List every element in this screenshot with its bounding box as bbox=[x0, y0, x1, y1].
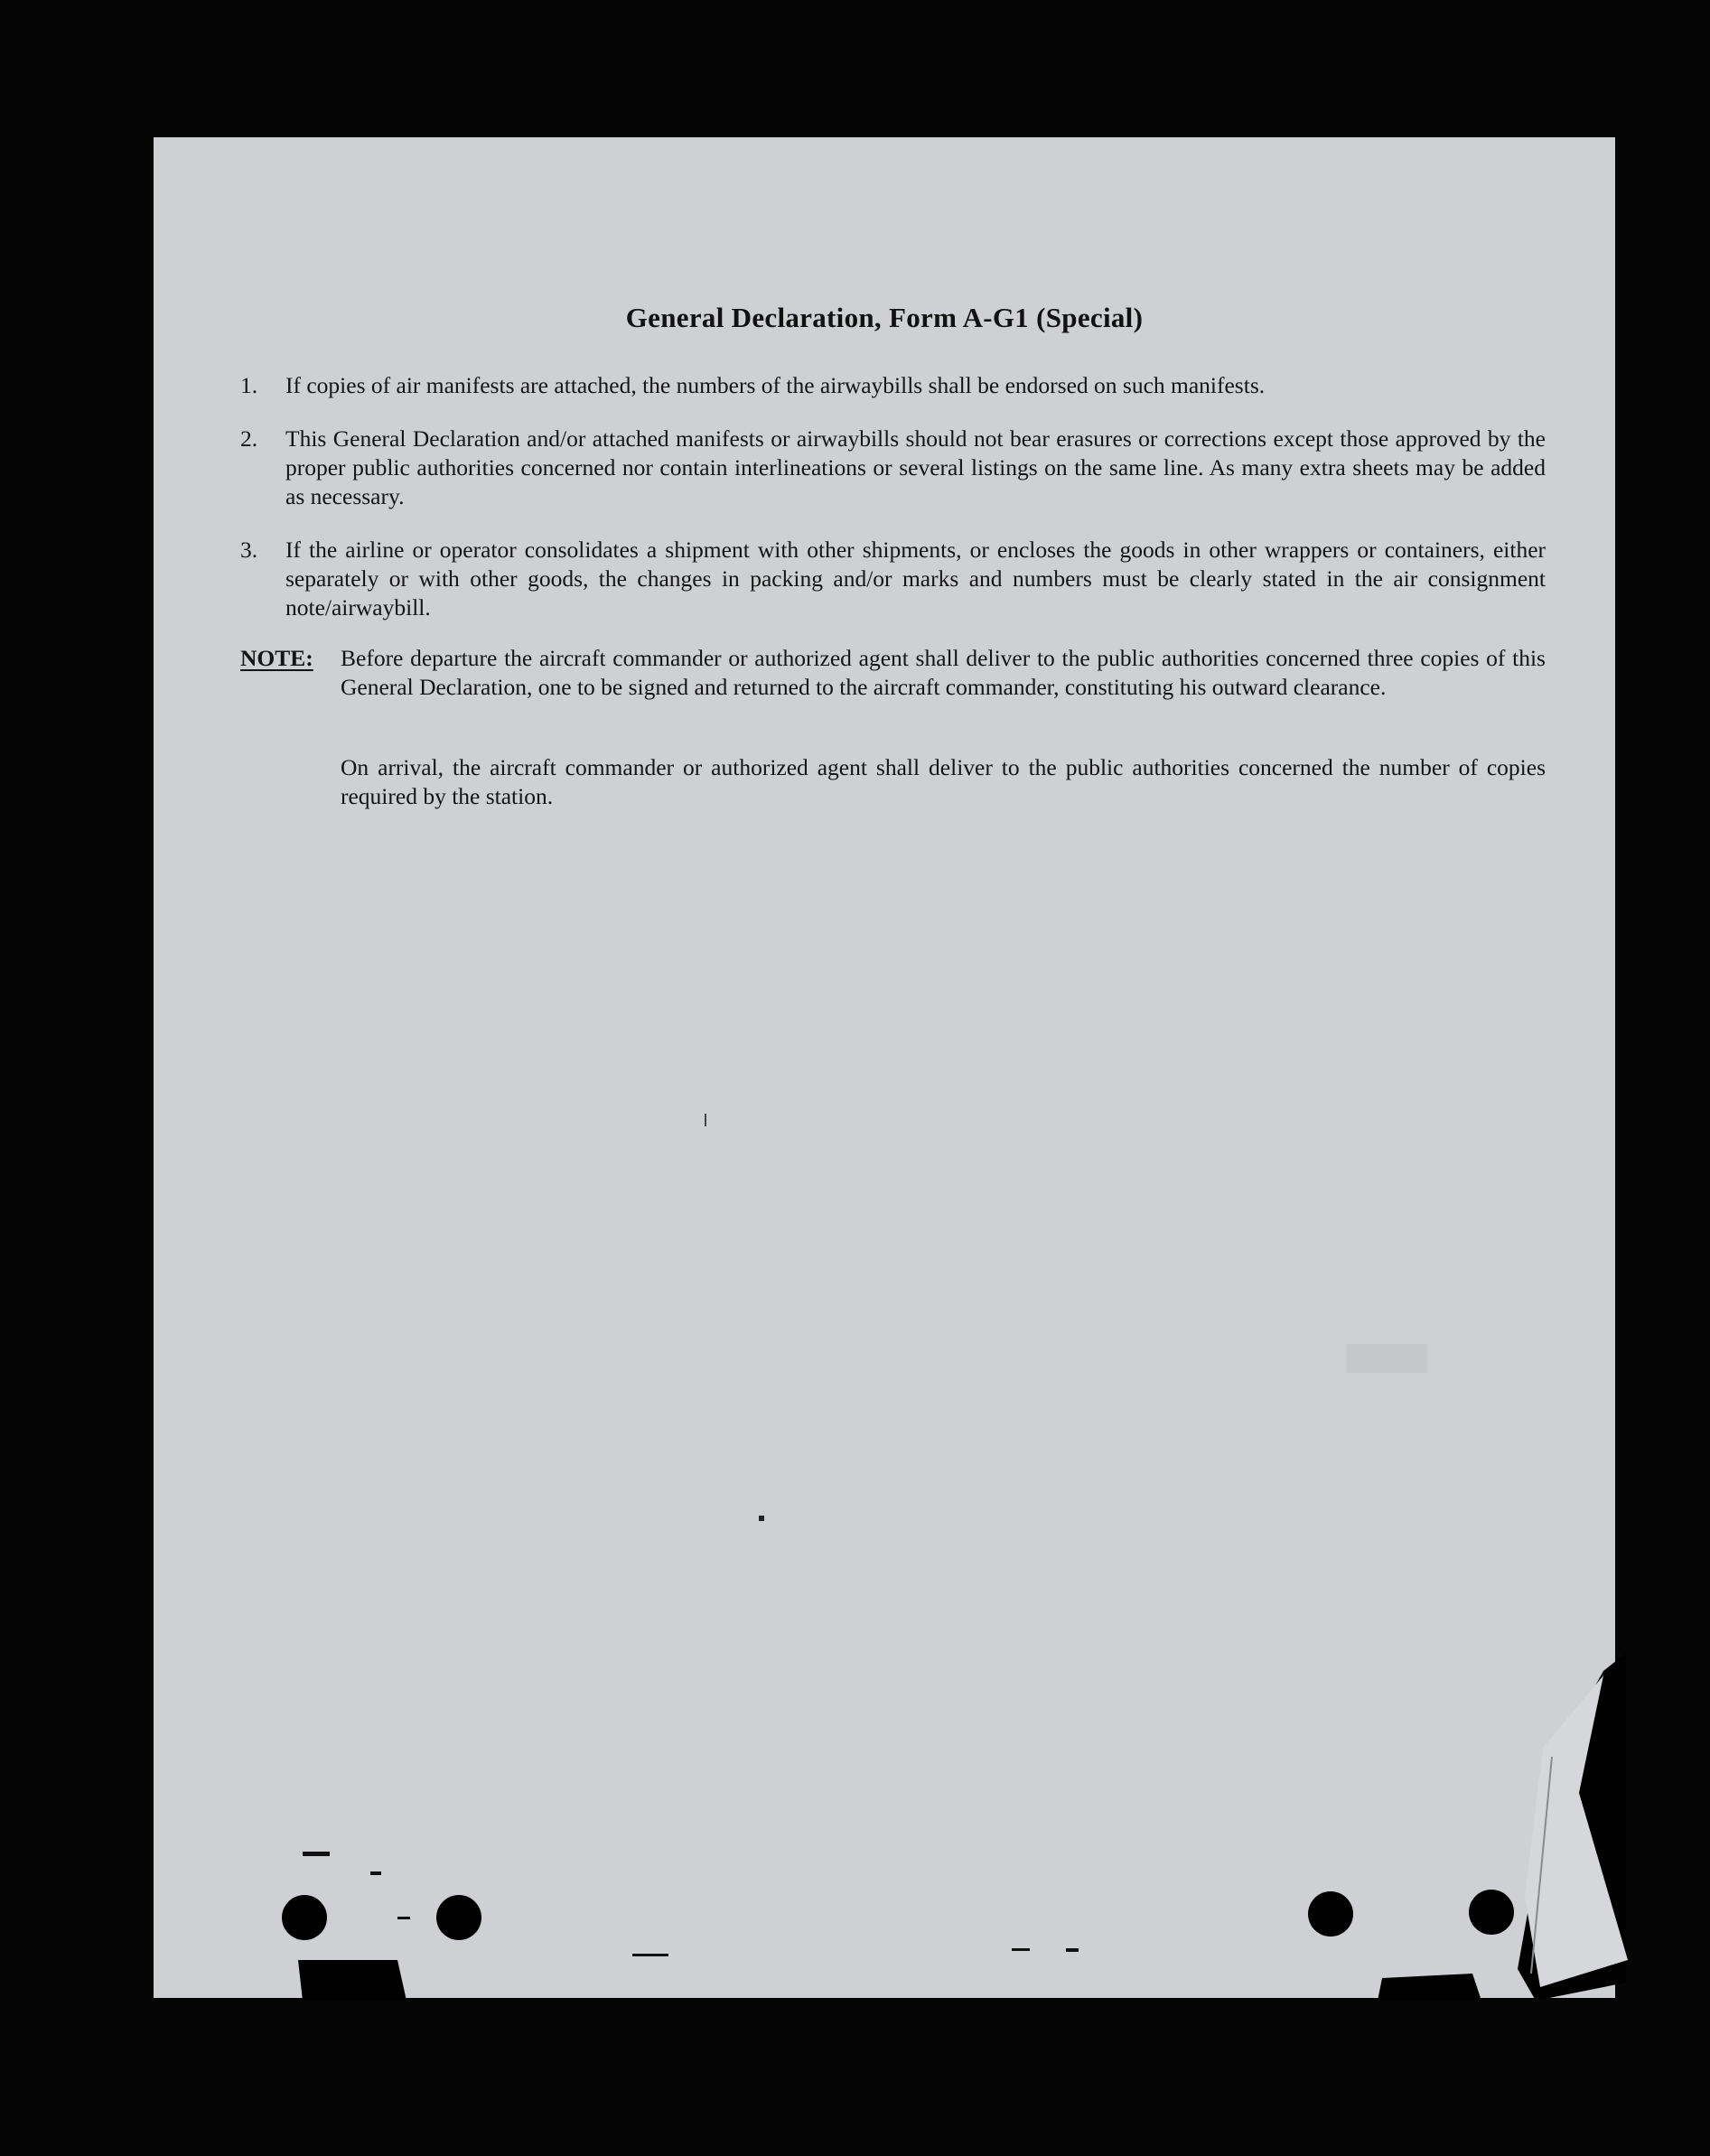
document-title: General Declaration, Form A-G1 (Special) bbox=[625, 302, 1144, 333]
note-block bbox=[240, 644, 1546, 702]
item-number: 2. bbox=[240, 425, 258, 452]
punch-hole bbox=[436, 1895, 481, 1940]
instruction-item-3 bbox=[240, 536, 1546, 622]
punch-hole bbox=[1308, 1891, 1353, 1937]
item-number: 3. bbox=[240, 537, 258, 563]
item-text: This General Declaration and/or attached manifests or airwaybills should not bear erasures or corrections except those approved by the proper public authorities concerned nor contain interlineations or several listings on the same line. As many extra sheets may be added as necessary. bbox=[285, 425, 1546, 509]
note-paragraph-2: On arrival, the aircraft commander or authorized agent shall deliver to the public authorities concerned the number of copies required by the station. bbox=[341, 754, 1546, 809]
item-number: 1. bbox=[240, 372, 258, 398]
note-label: NOTE: bbox=[240, 645, 313, 671]
instruction-item-1 bbox=[240, 371, 1546, 400]
item-text: If the airline or operator consolidates a shipment with other shipments, or encloses the goods in other wrappers or containers, either separately or with other goods, the changes in packing and/or marks and numbers must be clearly stated in the air consignment note/airwaybill. bbox=[285, 537, 1546, 621]
instruction-item-2 bbox=[240, 425, 1546, 511]
document-page bbox=[154, 137, 1615, 1998]
note-paragraph-1: Before departure the aircraft commander or authorized agent shall deliver to the public authorities concerned three copies of this General Declaration, one to be signed and returned to the aircraft commander, constituting his outward clearance. bbox=[341, 645, 1546, 700]
punch-hole bbox=[1469, 1890, 1514, 1935]
item-text: If copies of air manifests are attached, the numbers of the airwaybills shall be endorsed on such manifests. bbox=[285, 372, 1266, 398]
punch-hole bbox=[282, 1895, 327, 1940]
